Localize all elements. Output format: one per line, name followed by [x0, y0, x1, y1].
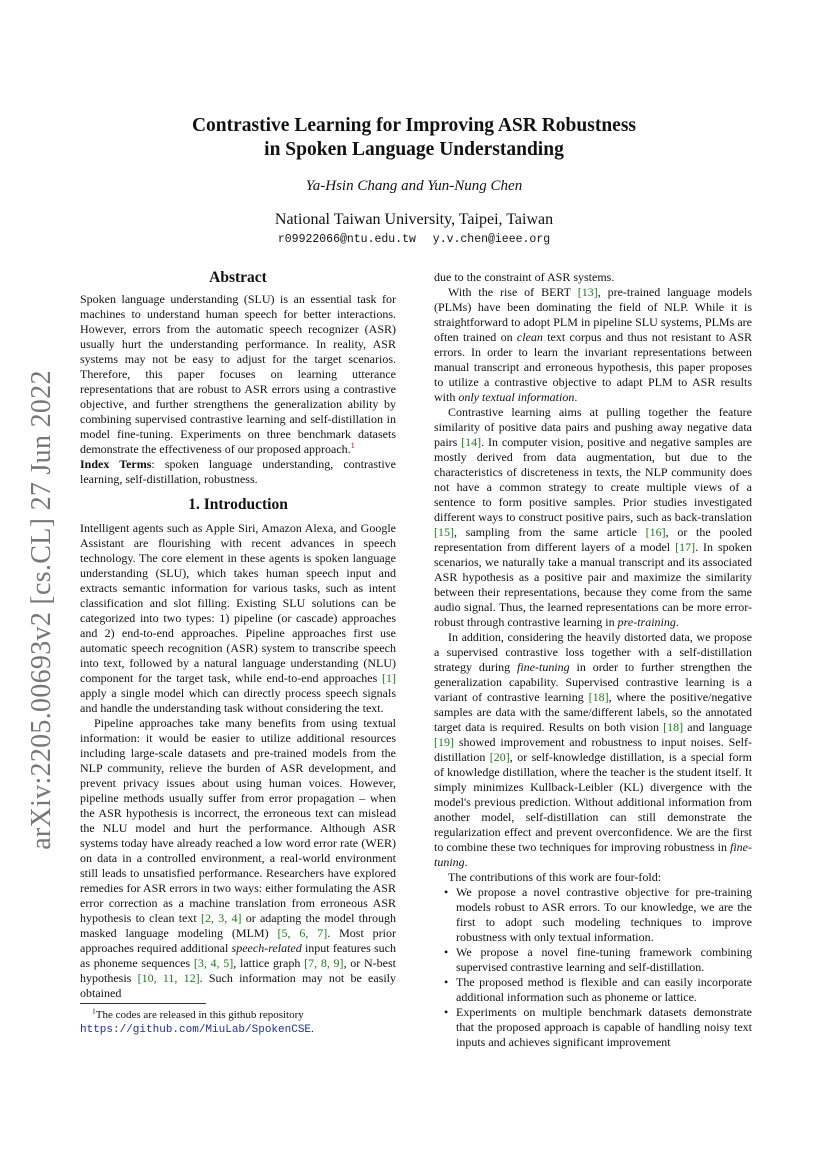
intro-p5-text: , where the positive/negative samples are data with the same/different labels, so the annotated target data is required. Results on both vision — [434, 690, 753, 734]
intro-p2-text: . Such information may not be easily obtained — [80, 971, 397, 1000]
abstract-heading: Abstract — [209, 269, 267, 286]
intro-p3-emphasis: only textual information — [458, 390, 575, 404]
intro-p4-text: , or the pooled representation from different layers of a model — [434, 525, 752, 554]
intro-p5-emphasis: fine-tuning — [517, 660, 570, 674]
intro-p3-text: text corpus and thus not resistant to ASR errors. In order to learn the invariant representations between manual transcript and erroneous hypothesis, this paper proposes to utilize a contrastive objective to adapt PLM to ASR results with — [434, 330, 753, 404]
footnote-divider — [80, 1003, 206, 1004]
intro-p5-text: In addition, considering the heavily distorted data, we propose a supervised contrastive loss together with a self-distillation strategy during — [434, 630, 752, 674]
intro-p4-text: , sampling from the same article — [454, 525, 637, 539]
index-terms-text: : spoken language understanding, contrastive learning, self-distillation, robustness. — [80, 457, 396, 486]
intro-p2-text: , or N-best hypothesis — [80, 956, 397, 985]
intro-p5-text: in order to further strengthen the generalization capability. Supervised contrastive learning is a variant of contrastive learning — [434, 660, 752, 704]
author-email-1: r09922066@ntu.edu.tw — [277, 233, 416, 246]
intro-p3-text: . — [574, 390, 578, 404]
citation-link[interactable]: [10, 11, 12] — [137, 971, 200, 985]
arxiv-sidebar — [24, 340, 60, 880]
contribution-item: • We propose a novel fine-tuning framework combining supervised contrastive learning and self-distillation. — [456, 945, 752, 975]
intro-p4-text: . — [675, 615, 679, 629]
footnote-body: The codes are released in this github repository — [95, 1009, 304, 1021]
intro-paragraph-4 — [434, 405, 752, 630]
citation-link[interactable]: [19] — [434, 735, 454, 749]
github-link[interactable]: https://github.com/MiuLab/SpokenCSE — [80, 1024, 312, 1036]
citation-link[interactable]: [17] — [675, 540, 696, 554]
citation-link[interactable]: [16] — [645, 525, 666, 539]
citation-link[interactable]: [13] — [577, 285, 598, 299]
contributions-intro: The contributions of this work are four-fold: — [448, 870, 662, 884]
intro-p1-tail: apply a single model which can directly process speech signals and handle the understanding task without considering the text. — [80, 686, 396, 715]
paper-affiliation: National Taiwan University, Taipei, Taiwan — [274, 211, 554, 228]
intro-p4-emphasis: pre-training — [617, 615, 676, 629]
paper-authors: Ya-Hsin Chang and Yun-Nung Chen — [305, 178, 523, 194]
abstract-body: Spoken language understanding (SLU) is an essential task for machines to understand human speech for better interactions. However, errors from the automatic speech recognizer (ASR) usually hurt the understanding performance. In reality, ASR systems may not be easy to adjust for the target scenarios. Therefore, this paper focuses on learning utterance representations that are robust to ASR errors using a contrastive objective, and further strengthens the generalization ability by combining supervised contrastive learning and self-distillation in model fine-tuning. Experiments on three benchmark datasets demonstrate the effectiveness of our proposed approach. — [80, 292, 396, 456]
contribution-item: • We propose a novel contrastive objective for pre-training models robust to ASR errors. To our knowledge, we are the first to adopt such modeling techniques to improve robustness with only textual information. — [456, 885, 752, 945]
intro-p3-text: With the rise of BERT — [448, 285, 571, 299]
intro-p2-text: or adapting the model through masked language modeling (MLM) — [80, 911, 396, 940]
citation-link[interactable]: [18] — [588, 690, 609, 704]
paper-title-line2: in Spoken Language Understanding — [264, 139, 564, 160]
citation-link[interactable]: [2, 3, 4] — [200, 911, 242, 925]
footnote-marker: 1 — [92, 1006, 96, 1016]
citation-link[interactable]: [15] — [434, 525, 454, 539]
citation-link[interactable]: [18] — [663, 720, 684, 734]
intro-p5-text: , or self-knowledge distillation, is a special form of knowledge distillation, where the teacher is the student itself. It simply minimizes Kullback-Leibler (KL) divergence with the model's previous prediction. Without additional information from another model, self-distillation can still demonstrate the regularization effect and prevent overconfidence. We are the first to combine these two techniques for improving robustness in — [434, 750, 752, 854]
intro-p4-text: . In computer vision, positive and negative samples are mostly derived from data augmentation, but due to the characteristics of discreteness in texts, the NLP community does not have a common strategy to create multiple views of a sentence to form positive samples. Prior studies investigated different ways to construct positive pairs, such as back-translation — [434, 435, 752, 524]
intro-p5-emphasis: fine-tuning — [434, 840, 752, 869]
paper-title-line1: Contrastive Learning for Improving ASR Robustness — [191, 115, 637, 136]
citation-link[interactable]: [3, 4, 5] — [193, 956, 234, 970]
intro-p2-text: , lattice graph — [233, 956, 301, 970]
index-terms-label: Index Terms — [80, 457, 152, 471]
footnote-text — [80, 1008, 396, 1037]
contribution-item: • Experiments on multiple benchmark datasets demonstrate that the proposed approach is capable of handling noisy text inputs and achieves significant improvement — [456, 1005, 752, 1050]
intro-p3-emphasis: clean — [516, 330, 543, 344]
footnote-reference[interactable]: 1 — [350, 441, 355, 450]
right-column — [434, 270, 752, 1050]
citation-link[interactable]: [20] — [489, 750, 510, 764]
intro-paragraph-1 — [80, 521, 396, 716]
intro-p5-text: and language — [687, 720, 753, 734]
intro-paragraph-5 — [434, 630, 752, 870]
index-terms — [80, 457, 396, 487]
intro-paragraph-2 — [80, 716, 396, 1001]
intro-p5-text: . — [464, 855, 468, 869]
intro-p2-text: input features such as phoneme sequences — [80, 941, 396, 970]
intro-p5-text: showed improvement and robustness to input noises. Self-distillation — [434, 735, 753, 764]
intro-p1-text: Intelligent agents such as Apple Siri, Amazon Alexa, and Google Assistant are flourishing with recent advances in speech technology. The core element in these agents is spoken language understanding (SLU), which takes human speech input and extracts semantic information for various tasks, such as intent classification and slot filling. Existing SLU solutions can be categorized into two types: 1) pipeline (or cascade) approaches and 2) end-to-end approaches. Pipeline approaches first use automatic speech recognition (ASR) system to transcribe speech into text, followed by a natural language understanding (NLU) component for the target task, while end-to-end approaches — [80, 521, 396, 685]
abstract-text — [80, 292, 396, 457]
intro-p2-emphasis: speech-related — [231, 941, 302, 955]
intro-heading: 1. Introduction — [188, 496, 288, 513]
footnote-end: . — [311, 1023, 314, 1035]
contributions-list — [434, 885, 752, 1050]
contribution-item: • The proposed method is flexible and can easily incorporate additional information such as phoneme or lattice. — [456, 975, 752, 1005]
paper-title — [0, 114, 828, 162]
paper-emails — [0, 233, 828, 246]
footnote — [80, 1003, 396, 1037]
citation-link[interactable]: [1] — [382, 671, 396, 685]
citation-link[interactable]: [7, 8, 9] — [304, 956, 344, 970]
citation-link[interactable]: [5, 6, 7] — [277, 926, 328, 940]
intro-p4-text: . In spoken scenarios, we naturally take a manual transcript and its associated ASR hypothesis as a positive pair and maximize the similarity between their representations, because they come from the same audio signal. Thus, the learned representations can be more error-robust through contrastive learning in — [434, 540, 753, 629]
intro-p4-text: Contrastive learning aims at pulling together the feature similarity of positive data pairs and pushing away negative data pairs — [434, 405, 752, 449]
citation-link[interactable]: [14] — [461, 435, 482, 449]
intro-p2-text: Pipeline approaches take many benefits from using textual information: it would be easier to utilize additional resources including large-scale datasets and pre-trained models from the NLP community, relieve the burden of ASR development, and prevent privacy issues about using human voices. However, pipeline methods usually suffer from error propagation – when the ASR hypothesis is incorrect, the erroneous text can mislead the NLU model and hurt the performance. Although ASR systems today have already reached a low word error rate (WER) on data in a controlled environment, a real-world environment still leads to unsatisfied performance. Researchers have explored remedies for ASR errors in two ways: either formulating the ASR error correction as a machine translation from erroneous ASR hypothesis to clean text — [80, 716, 396, 925]
intro-p3-text: , pre-trained language models (PLMs) have been dominating the field of NLP. While it is straightforward to adopt PLM in pipeline SLU systems, PLMs are often trained on — [434, 285, 752, 344]
arxiv-identifier: arXiv:2205.00693v2 [cs.CL] 27 Jun 2022 — [26, 370, 57, 850]
intro-continuation: due to the constraint of ASR systems. — [434, 270, 615, 284]
left-column — [80, 270, 396, 1001]
intro-p2-text: . Most prior approaches required additional — [80, 926, 397, 955]
intro-paragraph-3 — [434, 285, 752, 405]
author-email-2: y.v.chen@ieee.org — [432, 233, 551, 246]
